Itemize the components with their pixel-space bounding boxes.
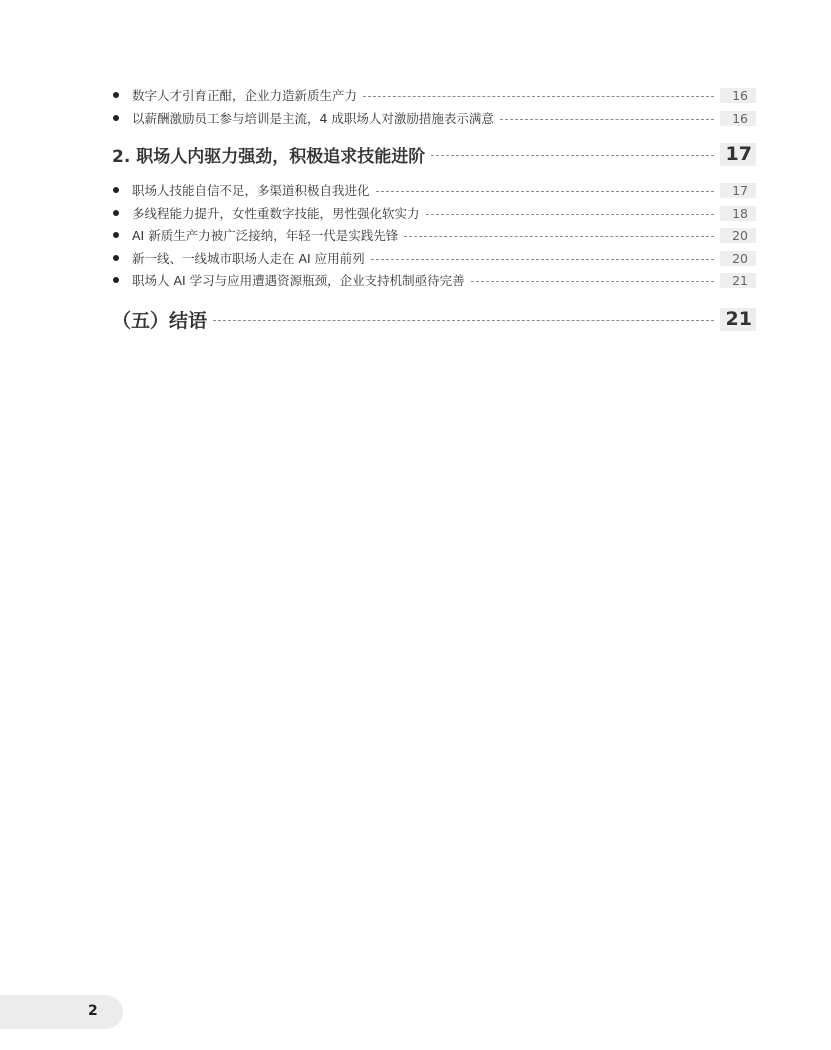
- dotted-leader: [376, 191, 714, 192]
- section-page-number: 17: [720, 143, 756, 166]
- toc-page-number: 20: [720, 228, 756, 243]
- dotted-leader: [213, 320, 714, 321]
- bullet-icon: [113, 255, 119, 261]
- dotted-leader: [404, 236, 714, 237]
- bullet-icon: [113, 187, 119, 193]
- toc-page-number: 18: [720, 206, 756, 221]
- toc-page-number: 16: [720, 111, 756, 126]
- toc-item-label: 多线程能力提升，女性重数字技能，男性强化软实力: [132, 206, 420, 221]
- bullet-icon: [113, 92, 119, 98]
- dotted-leader: [471, 281, 714, 282]
- bullet-icon: [113, 115, 119, 121]
- toc-item-label: 以薪酬激励员工参与培训是主流，4 成职场人对激励措施表示满意: [132, 111, 494, 126]
- toc-item[interactable]: [112, 181, 756, 199]
- toc-item[interactable]: [112, 271, 756, 289]
- bullet-icon: [113, 232, 119, 238]
- toc-item[interactable]: [112, 204, 756, 222]
- toc-item-label: 职场人技能自信不足，多渠道积极自我进化: [132, 183, 370, 198]
- section-title: （五）结语: [112, 310, 208, 332]
- toc-item-label: AI 新质生产力被广泛接纳，年轻一代是实践先锋: [132, 228, 399, 243]
- toc-item-label: 职场人 AI 学习与应用遭遇资源瓶颈，企业支持机制亟待完善: [132, 273, 465, 288]
- toc-item[interactable]: [112, 86, 756, 104]
- toc-page-number: 20: [720, 251, 756, 266]
- toc-item[interactable]: [112, 226, 756, 244]
- dotted-leader: [426, 214, 714, 215]
- toc-page-number: 21: [720, 273, 756, 288]
- toc-item[interactable]: [112, 249, 756, 267]
- toc-page-number: 16: [720, 88, 756, 103]
- dotted-leader: [363, 96, 714, 97]
- toc-page-number: 17: [720, 183, 756, 198]
- toc-item[interactable]: [112, 109, 756, 127]
- bullet-icon: [113, 277, 119, 283]
- dotted-leader: [431, 155, 714, 156]
- toc-section-heading[interactable]: [112, 306, 756, 333]
- page-number: 2: [88, 1003, 98, 1019]
- section-title: 2. 职场人内驱力强劲，积极追求技能进阶: [112, 147, 426, 167]
- toc-section-heading[interactable]: [112, 142, 756, 167]
- dotted-leader: [500, 119, 714, 120]
- dotted-leader: [371, 259, 714, 260]
- toc-item-label: 新一线、一线城市职场人走在 AI 应用前列: [132, 251, 365, 266]
- toc-item-label: 数字人才引育正酣，企业力造新质生产力: [132, 88, 358, 103]
- bullet-icon: [113, 210, 119, 216]
- page-footer-tab: [0, 995, 123, 1029]
- section-page-number: 21: [720, 308, 756, 331]
